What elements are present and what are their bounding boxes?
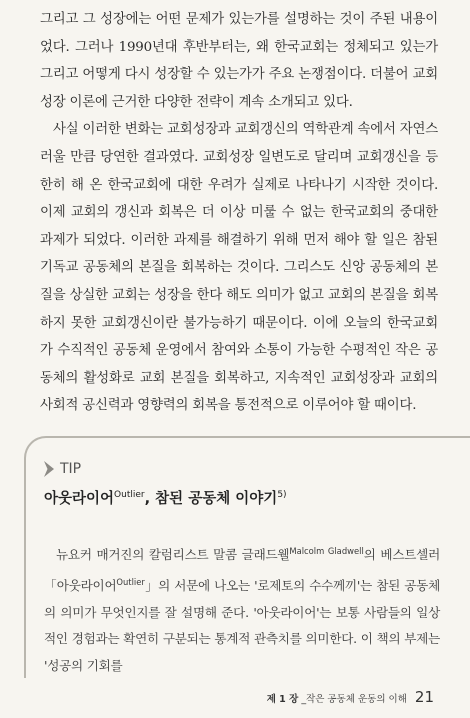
tip-text-part-2: 의 베스트셀러 「아웃라이어	[44, 547, 441, 593]
tip-title-latin: Outlier	[114, 490, 145, 501]
paragraph-2: 사실 이러한 변화는 교회성장과 교회갱신의 역학관계 속에서 자연스러울 만큼 당연한 결과였다. 교회성장 일변도로 달리며 교회갱신을 등한히 해 온 한국교회에 대한 우려가 실제로 나타나기 시작한 것이다. 이제 교회의 갱신과 회복은 더 이상 미룰 수 없는 한국교회의 중대한 과제가 되었다. 이러한 과제를 해결하기 위해 먼저 해야 할 일은 참된 기독교 공동체의 본질을 회복하는 것이다. 그리스도 신앙 공동체의 본질을 상실한 교회는 성장을 한다 해도 의미가 없고 교회의 본질을 회복하지 못한 교회갱신이란 불가능하기 때문이다. 이에 오늘의 한국교회가 수직적인 공동체 운영에서 참여와 소통이 가능한 수평적인 작은 공동체의 활성화로 교회 본질을 회복하고, 지속적인 교회성장과 교회의 사회적 공신력과 영향력의 회복을 통전적으로 이루어야 할 때이다.	[40, 122, 438, 414]
tip-label-text: TIP	[60, 461, 82, 477]
tip-text-part-1: 뉴요커 매거진의 칼럼리스트 말콤 글래드웰	[56, 547, 290, 563]
page-footer	[267, 688, 434, 706]
tip-title-footnote: 5)	[277, 490, 287, 501]
chapter-title: _작은 공동체 운동의 이해	[301, 694, 407, 705]
tip-title-main: 아웃라이어	[44, 491, 115, 507]
tip-title	[44, 487, 287, 508]
tip-label	[44, 461, 81, 477]
tip-arrow-icon	[44, 461, 54, 477]
tip-text-part-3: 」의 서문에 나오는 '로제토의 수수께끼'는 참된 공동체의 의미가 무엇인지를 잘 설명해 준다. '아웃라이어'는 보통 사람들의 일상적인 경험과는 확연히 구분되는 통계적 관측치를 의미한다. 이 책의 부제는 '성공의 기회를	[44, 577, 441, 673]
tip-title-rest: , 참된 공동체 이야기	[144, 491, 278, 507]
body-text	[40, 6, 438, 420]
tip-text	[44, 538, 440, 679]
chapter-label	[267, 691, 407, 705]
tip-text-latin-1: Malcolm Gladwell	[289, 546, 364, 556]
page-number: 21	[414, 688, 434, 706]
chapter-number: 제 1 장	[266, 694, 299, 705]
paragraph-1: 그리고 그 성장에는 어떤 문제가 있는가를 설명하는 것이 주된 내용이었다. 그러나 1990년대 후반부터는, 왜 한국교회는 정체되고 있는가 그리고 어떻게 다시 성장할 수 있는가가 주요 논쟁점이다. 더불어 교회성장 이론에 근거한 다양한 전략이 계속 소개되고 있다.	[40, 12, 438, 110]
tip-text-latin-2: Outlier	[116, 576, 145, 587]
